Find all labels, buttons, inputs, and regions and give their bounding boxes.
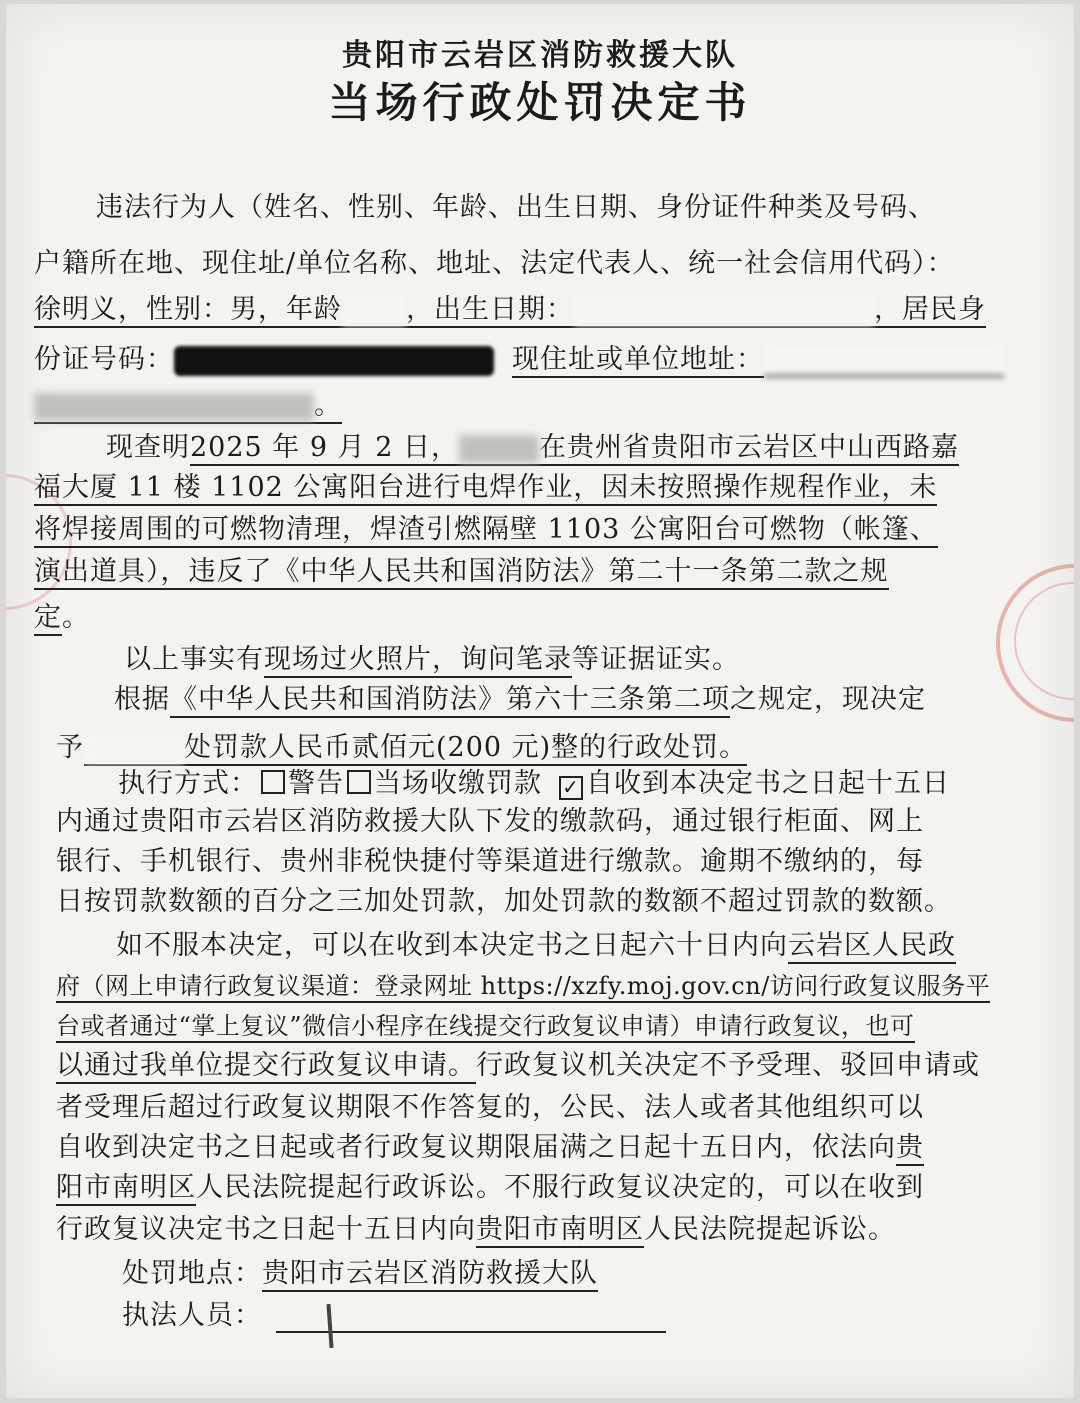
facts-intro: 现查明 xyxy=(106,432,190,463)
appeal-line-2 xyxy=(56,968,990,1004)
option-onsite-collection: 当场收缴罚款 xyxy=(374,768,542,799)
party-name-line xyxy=(34,292,986,328)
execution-line-4: 日按罚款数额的百分之三加处罚款，加处罚款的数额不超过罚款的数额。 xyxy=(56,886,952,917)
penalty-place-value: 贵阳市云岩区消防救援大队 xyxy=(262,1258,598,1292)
facts-text-5: 定 xyxy=(34,602,62,636)
option-warning: 警告 xyxy=(288,768,344,799)
officer-signature xyxy=(326,1304,333,1348)
party-name-gender-age: 徐明义，性别：男，年龄 ，出生日期： ，居民身 xyxy=(34,294,986,328)
document-page xyxy=(6,4,1074,1398)
decision-line-1: 根据《中华人民共和国消防法》第六十三条第二项之规定，现决定 xyxy=(114,682,926,718)
appeal-line-6: 自收到决定书之日起或者行政复议期限届满之日起十五日内，依法向贵 xyxy=(56,1130,924,1166)
facts-text-4: 演出道具），违反了《中华人民共和国消防法》第二十一条第二款之规 xyxy=(34,556,889,590)
online-review-channel: 府（网上申请行政复议渠道：登录网址 https://xzfy.moj.gov.cn/访问行政复议服务平 xyxy=(56,972,990,1003)
execution-line-1 xyxy=(118,766,950,802)
option-pay-within-15-days: 自收到本决定书之日起十五日 xyxy=(586,768,950,799)
address-label: 现住址或单位地址： xyxy=(512,344,764,378)
appeal-line-8: 行政复议决定书之日起十五日内向贵阳市南明区人民法院提起诉讼。 xyxy=(56,1212,896,1248)
redacted-address xyxy=(764,345,1004,377)
execution-line-3: 银行、手机银行、贵州非税快捷付等渠道进行缴款。逾期不缴纳的，每 xyxy=(56,846,924,877)
facts-date: 2025 年 9 月 2 日， 在贵州省贵阳市云岩区中山西路嘉 xyxy=(190,432,959,466)
officer-line xyxy=(122,1298,262,1334)
review-authority: 云岩区人民政 xyxy=(788,930,956,964)
document-title: 当场行政处罚决定书 xyxy=(328,78,752,127)
appeal-line-4: 以通过我单位提交行政复议申请。行政复议机关决定不予受理、驳回申请或 xyxy=(56,1048,980,1084)
facts-text-3: 将焊接周围的可燃物清理，焊渣引燃隔壁 1103 公寓阳台可燃物（帐篷、 xyxy=(34,514,938,548)
checkbox-onsite-collection[interactable] xyxy=(347,770,371,794)
redacted-time xyxy=(459,435,539,463)
appeal-line-1: 如不服本决定，可以在收到本决定书之日起六十日内向云岩区人民政 xyxy=(116,928,956,964)
evidence-items: 现场过火照片，询问笔录 xyxy=(264,644,572,678)
check-mark-icon: ✓ xyxy=(562,775,580,799)
review-mini-program: 台或者通过“掌上复议”微信小程序在线提交行政复议申请）申请行政复议，也可 xyxy=(56,1012,915,1043)
execution-line-2: 内通过贵阳市云岩区消防救援大队下发的缴款码，通过银行柜面、网上 xyxy=(56,806,924,837)
redacted-address-continued xyxy=(34,393,314,421)
facts-text-2: 福大厦 11 楼 1102 公寓阳台进行电焊作业，因未按照操作规程作业，未 xyxy=(34,472,937,506)
court-name-2: 贵阳市南明区 xyxy=(476,1214,644,1248)
appeal-line-7: 阳市南明区人民法院提起行政诉讼。不服行政复议决定的，可以在收到 xyxy=(56,1170,924,1206)
facts-line-2 xyxy=(34,470,937,506)
facts-line-3 xyxy=(34,512,938,548)
redacted-birthdate xyxy=(574,296,874,326)
party-id-line xyxy=(34,342,1004,378)
facts-line-5: 定。 xyxy=(34,600,90,636)
checkbox-pay-within-15-days[interactable] xyxy=(559,776,583,800)
penalty-place-label: 处罚地点： xyxy=(122,1258,262,1289)
appeal-line-3 xyxy=(56,1008,915,1044)
redacted-party-name xyxy=(84,734,184,764)
submit-via-unit: 以通过我单位提交行政复议申请。 xyxy=(56,1050,476,1084)
execution-label: 执行方式： xyxy=(118,768,258,799)
red-seal-inner-ring xyxy=(1014,582,1074,700)
officer-signature-line xyxy=(276,1331,666,1333)
facts-line-1 xyxy=(106,430,959,466)
red-seal-right-partial xyxy=(996,564,1074,722)
decision-line-2: 予 处罚款人民币贰佰元(200 元)整的行政处罚。 xyxy=(56,730,747,766)
appeal-line-5: 者受理后超过行政复议期限不作答复的，公民、法人或者其他组织可以 xyxy=(56,1092,924,1123)
evidence-line: 以上事实有现场过火照片，询问笔录等证据证实。 xyxy=(124,642,740,678)
checkbox-warning[interactable] xyxy=(261,770,285,794)
issuing-agency: 贵阳市云岩区消防救援大队 xyxy=(342,38,738,73)
legal-basis: 《中华人民共和国消防法》第六十三条第二项 xyxy=(170,684,730,718)
redacted-id-number xyxy=(174,346,494,376)
officer-label: 执法人员： xyxy=(122,1300,262,1331)
party-intro-line-2: 户籍所在地、现住址/单位名称、地址、法定代表人、统一社会信用代码）： xyxy=(34,248,955,279)
facts-line-4 xyxy=(34,554,889,590)
penalty-amount: 处罚款人民币贰佰元(200 元)整的行政处罚。 xyxy=(84,732,747,766)
id-number-label: 份证号码： xyxy=(34,344,174,375)
penalty-place-line xyxy=(122,1256,598,1292)
redacted-age xyxy=(342,296,406,326)
address-continued: 。 xyxy=(34,390,342,424)
party-address-continued xyxy=(34,388,342,424)
court-name: 阳市南明区 xyxy=(56,1172,196,1206)
party-intro-line-1: 违法行为人（姓名、性别、年龄、出生日期、身份证件种类及号码、 xyxy=(96,192,936,223)
